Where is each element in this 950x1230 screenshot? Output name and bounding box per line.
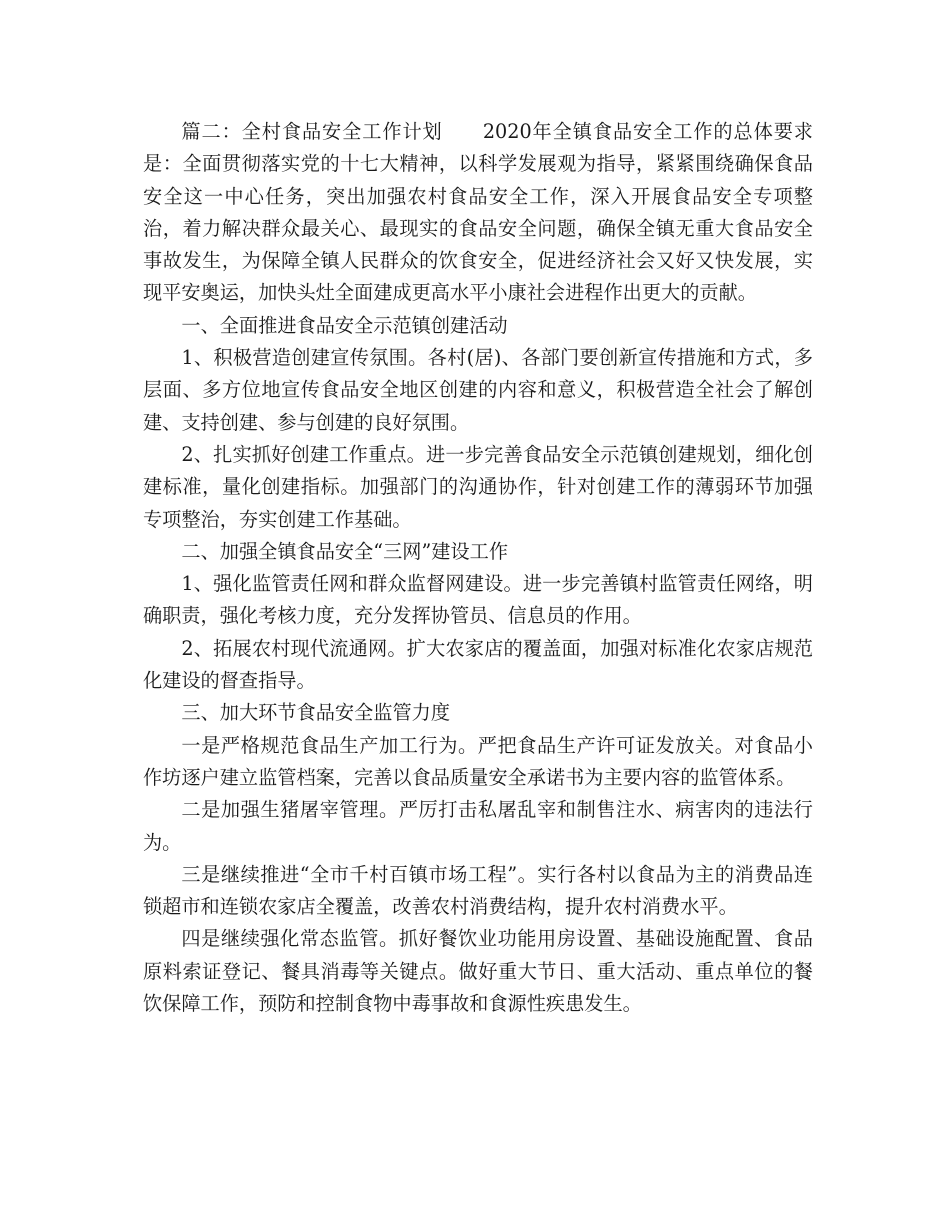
paragraph-3-3: 三是继续推进“全市千村百镇市场工程”。实行各村以食品为主的消费品连锁超市和连锁农家店全覆盖，改善农村消费结构，提升农村消费水平。 <box>143 862 813 919</box>
paragraph-3-2: 二是加强生猪屠宰管理。严厉打击私屠乱宰和制售注水、病害肉的违法行为。 <box>143 798 813 854</box>
paragraph-3-4: 四是继续强化常态监管。抓好餐饮业功能用房设置、基础设施配置、食品原料索证登记、餐具消毒等关键点。做好重大节日、重大活动、重点单位的餐饮保障工作，预防和控制食物中毒事故和食源性疾患发生。 <box>143 927 813 1016</box>
paragraph-2-2: 2、拓展农村现代流通网。扩大农家店的覆盖面，加强对标准化农家店规范化建设的督查指导。 <box>143 636 813 693</box>
paragraph-3-1: 一是严格规范食品生产加工行为。严把食品生产许可证发放关。对食品小作坊逐户建立监管档案，完善以食品质量安全承诺书为主要内容的监管体系。 <box>143 733 813 789</box>
section-heading-2: 二、加强全镇食品安全“三网”建设工作 <box>181 539 509 563</box>
section-heading-1: 一、全面推进食品安全示范镇创建活动 <box>181 313 508 337</box>
document-body <box>143 116 813 1020</box>
paragraph-1-1: 1、积极营造创建宣传氛围。各村(居)、各部门要创新宣传措施和方式，多层面、多方位地宣传食品安全地区创建的内容和意义，积极营造全社会了解创建、支持创建、参与创建的良好氛围。 <box>143 346 813 434</box>
paragraph-2-1: 1、强化监管责任网和群众监督网建设。进一步完善镇村监管责任网络，明确职责，强化考核力度，充分发挥协管员、信息员的作用。 <box>143 572 813 628</box>
paragraph-1-2: 2、扎实抓好创建工作重点。进一步完善食品安全示范镇创建规划，细化创建标准，量化创建指标。加强部门的沟通协作，针对创建工作的薄弱环节加强专项整治，夯实创建工作基础。 <box>143 442 813 531</box>
section-heading-3: 三、加大环节食品安全监管力度 <box>181 701 451 725</box>
paragraph-intro: 篇二：全村食品安全工作计划 2020年全镇食品安全工作的总体要求是：全面贯彻落实党的十七大精神，以科学发展观为指导，紧紧围绕确保食品安全这一中心任务，突出加强农村食品安全工作，深入开展食品安全专项整治，着力解决群众最关心、最现实的食品安全问题，确保全镇无重大食品安全事故发生，为保障全镇人民群众的饮食安全，促进经济社会又好又快发展，实现平安奥运，加快头灶全面建成更高水平小康社会进程作出更大的贡献。 <box>143 120 813 305</box>
